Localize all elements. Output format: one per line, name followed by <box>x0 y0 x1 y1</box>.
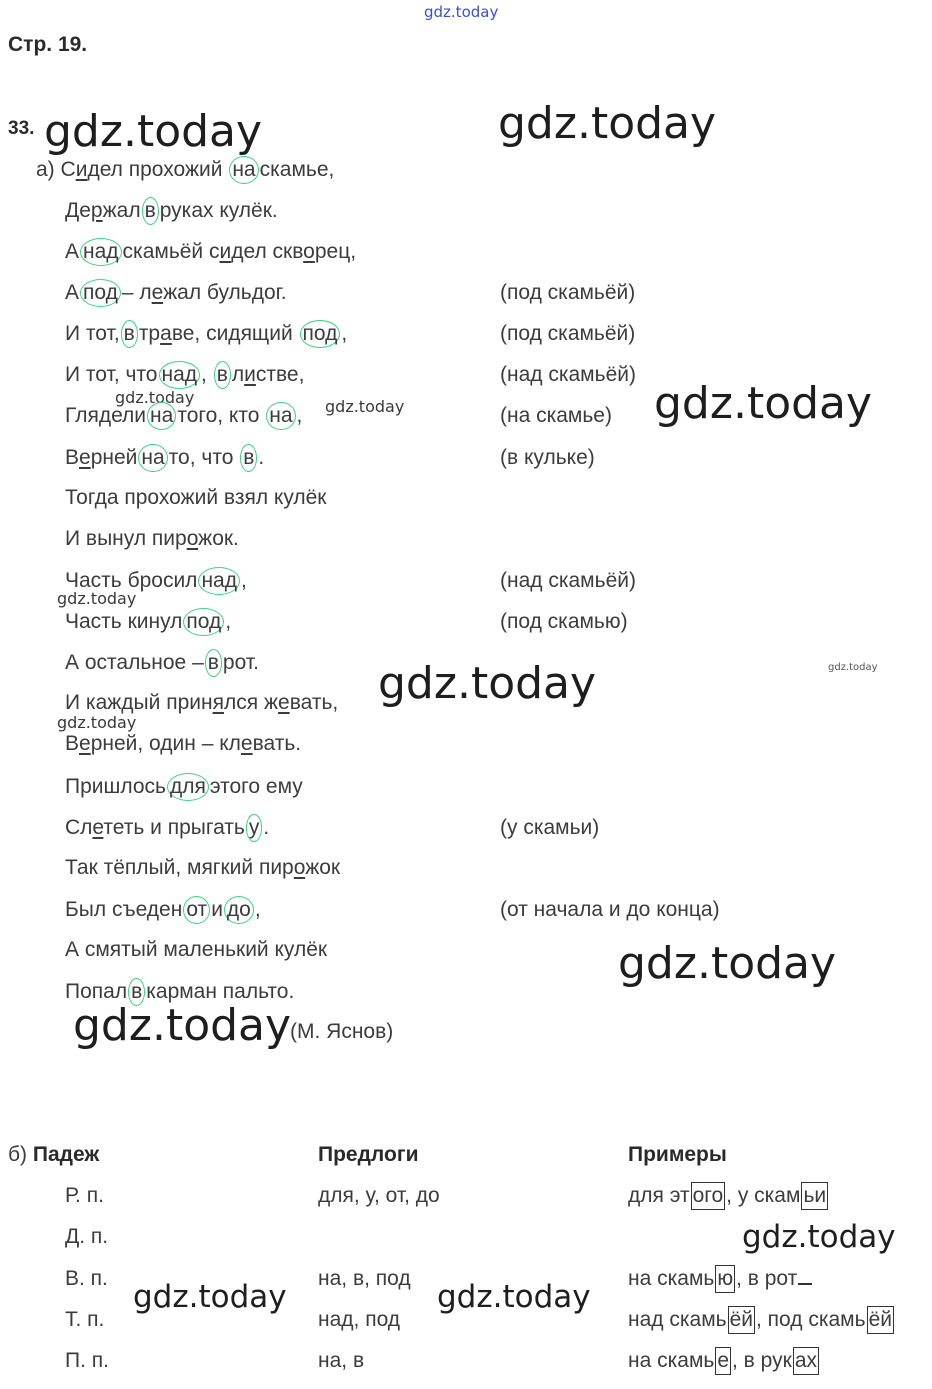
examples-column-header: Примеры <box>628 1143 727 1166</box>
poem-line-11 <box>65 567 247 595</box>
part-b-header <box>8 1143 99 1167</box>
text: жал <box>102 199 141 222</box>
stressed-letter: е <box>278 691 290 714</box>
circled-preposition: под <box>300 320 341 348</box>
poem-line-6 <box>65 361 304 389</box>
circled-preposition: над <box>159 361 201 389</box>
text: Так тёплый, мягкий пир <box>65 856 294 879</box>
text: скамье, <box>259 158 335 181</box>
text: Сл <box>65 816 93 839</box>
text: лся ж <box>223 691 278 714</box>
table-row-example <box>628 1182 829 1210</box>
circled-preposition: в <box>205 649 222 677</box>
text: А остальное – <box>65 651 204 674</box>
ending-box: ю <box>715 1265 735 1293</box>
text: над скамь <box>628 1308 727 1331</box>
text: Часть кинул <box>65 610 183 633</box>
watermark: gdz.today <box>115 388 195 407</box>
text: Пришлось <box>65 775 166 798</box>
table-row-preps: на, в <box>318 1349 365 1372</box>
text: и <box>211 898 223 921</box>
circled-preposition: на <box>147 402 176 430</box>
text: . <box>258 446 265 469</box>
stressed-letter: е <box>92 816 104 839</box>
watermark: gdz.today <box>57 589 137 608</box>
poem-line-12 <box>65 608 231 636</box>
text: рней <box>90 446 138 469</box>
text: л <box>231 363 245 386</box>
text: дел скв <box>231 240 304 263</box>
text: руках кулёк. <box>159 199 278 222</box>
text: для эт <box>628 1184 690 1207</box>
text: Тогда прохожий взял кулёк <box>65 486 327 509</box>
circled-preposition: в <box>240 444 257 472</box>
circled-preposition: у <box>246 814 263 842</box>
table-row-example <box>628 1347 820 1375</box>
text: , в рук <box>732 1349 792 1372</box>
text: теть и прыгать <box>103 816 245 839</box>
table-row-case: Р. п. <box>65 1184 104 1207</box>
watermark: gdz.today <box>44 106 263 157</box>
stressed-letter: и <box>244 363 256 386</box>
text: , <box>296 404 303 427</box>
text: – л <box>121 281 152 304</box>
circled-preposition: на <box>266 402 295 430</box>
stressed-letter: я <box>212 691 224 714</box>
text: рней, один – кл <box>90 732 241 755</box>
text: В <box>65 446 80 469</box>
text: Глядели <box>65 404 147 427</box>
circled-preposition: на <box>229 156 258 184</box>
circled-preposition: над <box>80 238 122 266</box>
ending-box: ьи <box>801 1182 828 1210</box>
text: стве, <box>255 363 305 386</box>
circled-preposition: в <box>128 978 145 1006</box>
poem-line-18 <box>65 856 340 880</box>
poem-line-8 <box>65 444 264 472</box>
stressed-letter: о <box>303 240 315 263</box>
circled-preposition: в <box>142 197 159 225</box>
text: С <box>60 158 76 181</box>
watermark: gdz.today <box>325 397 405 416</box>
poem-line-4 <box>65 279 287 307</box>
text: тр <box>138 322 161 345</box>
watermark: gdz.today <box>654 378 873 429</box>
text: этого ему <box>209 775 303 798</box>
poem-line-21 <box>65 978 294 1006</box>
watermark-top: gdz.today <box>424 3 499 21</box>
poem-line-5 <box>65 320 347 348</box>
note-5: (под скамьёй) <box>500 322 636 345</box>
text: , <box>201 363 207 386</box>
text: И вынул пир <box>65 527 187 550</box>
part-b-label: б) <box>8 1143 28 1166</box>
text: вать, <box>289 691 339 714</box>
stressed-letter: и <box>75 158 88 181</box>
table-row-preps: на, в, под <box>318 1267 411 1290</box>
text: , под скамь <box>756 1308 866 1331</box>
stressed-letter: и <box>219 240 232 263</box>
text: вать. <box>252 732 302 755</box>
page-reference: Стр. 19. <box>8 33 88 56</box>
text: И тот, что <box>65 363 158 386</box>
circled-preposition: в <box>214 361 231 389</box>
note-7: (на скамье) <box>500 404 612 427</box>
ending-box: ах <box>793 1347 819 1375</box>
text: жал бульдог. <box>163 281 287 304</box>
watermark: gdz.today <box>498 98 717 149</box>
text: жок. <box>198 527 239 550</box>
table-row-case: Д. п. <box>65 1225 109 1248</box>
table-row-case: В. п. <box>65 1267 108 1290</box>
poem-line-1 <box>36 156 334 184</box>
text: А <box>65 240 80 263</box>
poem-line-19 <box>65 896 261 924</box>
table-row-example <box>628 1306 895 1334</box>
prepositions-column-header: Предлоги <box>318 1143 419 1166</box>
stressed-letter: е <box>79 446 91 469</box>
ending-box: ёй <box>728 1306 755 1334</box>
stressed-letter: а <box>160 322 172 345</box>
text: Был съеден <box>65 898 183 921</box>
table-row-case: Т. п. <box>65 1308 105 1331</box>
poem-line-13 <box>65 649 259 677</box>
text: , в рот <box>736 1267 798 1290</box>
poem-line-3 <box>65 238 356 266</box>
watermark: gdz.today <box>57 713 137 732</box>
note-17: (у скамьи) <box>500 816 600 839</box>
circled-preposition: в <box>121 320 138 348</box>
poem-line-15 <box>65 732 301 756</box>
case-column-header: Падеж <box>32 1143 100 1166</box>
text: , <box>225 610 232 633</box>
text: того, кто <box>177 404 260 427</box>
circled-preposition: над <box>198 567 240 595</box>
text: рец, <box>314 240 357 263</box>
exercise-number: 33. <box>8 118 35 139</box>
watermark: gdz.today <box>73 1000 292 1051</box>
watermark: gdz.today <box>618 938 837 989</box>
stressed-letter: е <box>79 732 91 755</box>
note-6: (над скамьёй) <box>500 363 636 386</box>
circled-preposition: до <box>224 896 254 924</box>
text: , <box>341 322 348 345</box>
note-11: (над скамьёй) <box>500 569 636 592</box>
stressed-letter: е <box>151 281 164 304</box>
poem-author: (М. Яснов) <box>290 1020 394 1043</box>
poem-line-10 <box>65 527 239 551</box>
circled-preposition: под <box>183 608 224 636</box>
text: Де <box>65 199 91 222</box>
text: . <box>263 816 270 839</box>
text: на скамь <box>628 1349 715 1372</box>
text: то, что <box>168 446 234 469</box>
poem-line-20 <box>65 938 327 962</box>
text: А смятый маленький кулёк <box>65 938 328 961</box>
poem-line-14 <box>65 691 338 715</box>
text: И тот, <box>65 322 120 345</box>
stressed-letter: о <box>293 856 306 879</box>
text: ве, сидящий <box>171 322 293 345</box>
watermark: gdz.today <box>828 662 878 673</box>
text: рот. <box>222 651 259 674</box>
text: В <box>65 732 80 755</box>
note-19: (от начала и до конца) <box>500 898 720 921</box>
text: , <box>240 569 247 592</box>
stressed-letter: р <box>90 199 103 222</box>
ending-box: е <box>715 1347 731 1375</box>
ending-box: ёй <box>867 1306 894 1334</box>
text: , <box>254 898 261 921</box>
text: , у скам <box>726 1184 801 1207</box>
circled-preposition: для <box>167 773 209 801</box>
text: Часть бросил <box>65 569 198 592</box>
circled-preposition: на <box>138 444 167 472</box>
text: дел прохожий <box>87 158 223 181</box>
text: на скамь <box>628 1267 715 1290</box>
ending-box <box>798 1283 812 1285</box>
watermark: gdz.today <box>133 1279 287 1315</box>
watermark: gdz.today <box>378 658 597 709</box>
poem-line-17 <box>65 814 269 842</box>
table-row-example <box>628 1265 813 1293</box>
text: карман пальто. <box>146 980 295 1003</box>
text: Попал <box>65 980 128 1003</box>
table-row-case: П. п. <box>65 1349 109 1372</box>
poem-line-2 <box>65 197 278 225</box>
note-12: (под скамью) <box>500 610 628 633</box>
table-row-preps: над, под <box>318 1308 401 1331</box>
poem-line-7 <box>65 402 302 430</box>
note-8: (в кульке) <box>500 446 595 469</box>
poem-line-9 <box>65 486 327 510</box>
ending-box: ого <box>691 1182 726 1210</box>
circled-preposition: от <box>183 896 210 924</box>
text: жок <box>305 856 341 879</box>
note-4: (под скамьёй) <box>500 281 636 304</box>
watermark: gdz.today <box>437 1279 591 1315</box>
stressed-letter: о <box>186 527 199 550</box>
poem-line-16 <box>65 773 303 801</box>
table-row-preps: для, у, от, до <box>318 1184 440 1207</box>
text: И каждый прин <box>65 691 213 714</box>
part-a-label: а) <box>36 158 55 181</box>
text: А <box>65 281 80 304</box>
stressed-letter: е <box>240 732 253 755</box>
watermark: gdz.today <box>742 1219 896 1255</box>
text: скамьёй с <box>122 240 220 263</box>
circled-preposition: под <box>80 279 121 307</box>
